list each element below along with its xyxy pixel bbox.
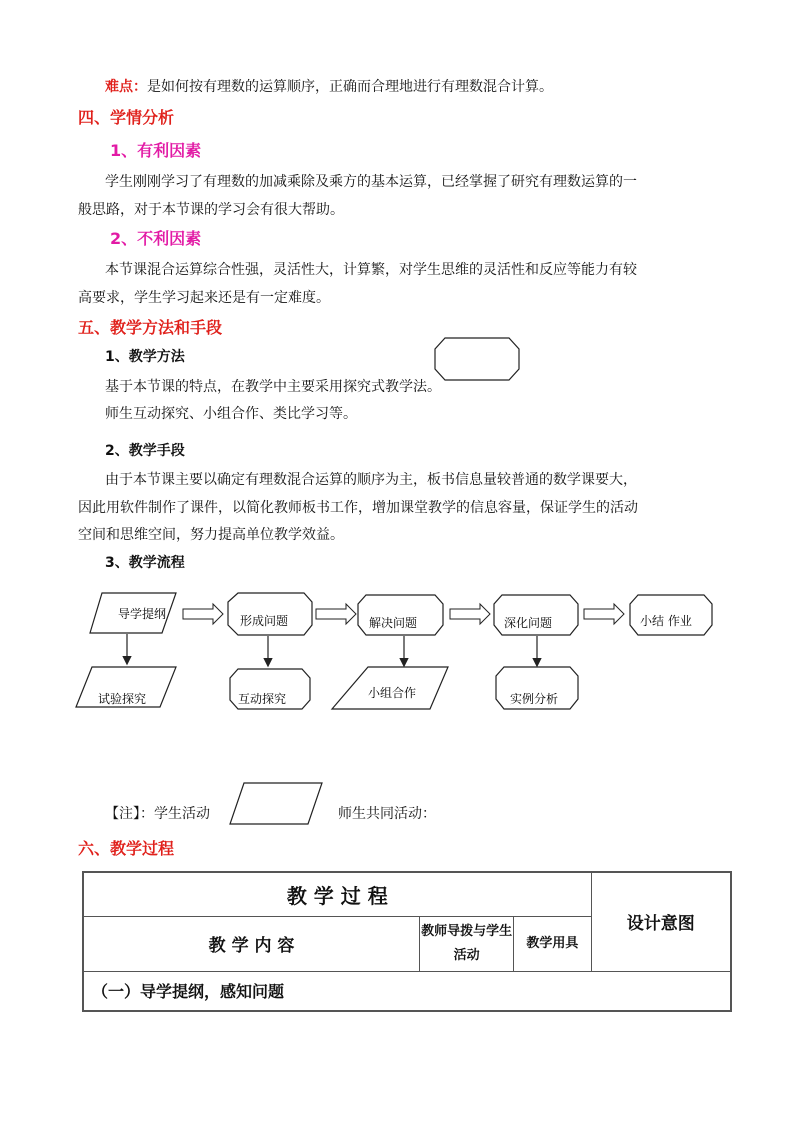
octagon-legend-shape [433,337,521,381]
difficulty-line [105,73,553,101]
teaching-process-table [82,871,732,1012]
teaching-flowchart [70,585,720,715]
note-suffix: 师生共同活动： [338,806,436,822]
favorable-title: 1、有利因素 [110,141,202,160]
flow-node-top-3: 解决问题 [369,616,418,630]
parallelogram-legend-shape [228,782,324,826]
flow-block-arrow [316,604,356,624]
table-header-design: 设计意图 [591,872,731,971]
favorable-line1: 学生刚刚学习了有理数的加减乘除及乘方的基本运算，已经掌握了研究有理数运算的一 [105,174,637,190]
section4-title: 四、学情分析 [78,108,175,127]
table-header-tools: 教学用具 [514,916,591,971]
note-prefix: 【注】：学生活动 [105,806,210,822]
flow-block-arrow [450,604,490,624]
flow-node-top-1: 导学提纲 [118,607,167,621]
flow-node-bottom-3: 小组合作 [368,686,417,700]
unfavorable-title: 2、不利因素 [110,229,202,248]
flow-node-bottom-2: 互动探究 [238,692,287,706]
flow-node-top-5: 小结 作业 [640,614,692,628]
flow-node-top-2: 形成问题 [240,614,289,628]
means-line3: 空间和思维空间，努力提高单位教学效益。 [78,527,344,543]
method-title: 1、教学方法 [105,349,185,365]
unfavorable-line2: 高要求，学生学习起来还是有一定难度。 [78,290,330,306]
method-line1: 基于本节课的特点，在教学中主要采用探究式教学法。 [105,379,441,395]
flow-node-bottom-1: 试验探究 [98,692,147,706]
flow-block-arrow [584,604,624,624]
means-line1: 由于本节课主要以确定有理数混合运算的顺序为主，板书信息量较普通的数学课要大， [105,472,637,488]
flow-title: 3、教学流程 [105,555,185,571]
means-title: 2、教学手段 [105,443,185,459]
method-line2: 师生互动探究、小组合作、类比学习等。 [105,406,357,422]
table-header-guide: 教师导拨与学生活动 [420,916,514,971]
favorable-line2: 般思路，对于本节课的学习会有很大帮助。 [78,202,344,218]
difficulty-text: 是如何按有理数的运算顺序，正确而合理地进行有理数混合计算。 [147,79,553,95]
table-header-process: 教 学 过 程 [83,872,591,916]
difficulty-label: 难点： [105,79,147,95]
table-header-content: 教 学 内 容 [83,916,420,971]
flow-block-arrow [183,604,223,624]
section6-title: 六、教学过程 [78,839,175,858]
table-row-1: （一）导学提纲，感知问题 [83,971,731,1011]
means-line2: 因此用软件制作了课件，以简化教师板书工作，增加课堂教学的信息容量，保证学生的活动 [78,500,638,516]
flow-node-bottom-4: 实例分析 [510,692,559,706]
flow-node-top-4: 深化问题 [504,616,553,630]
unfavorable-line1: 本节课混合运算综合性强，灵活性大，计算繁，对学生思维的灵活性和反应等能力有较 [105,262,637,278]
section5-title: 五、教学方法和手段 [78,318,223,337]
